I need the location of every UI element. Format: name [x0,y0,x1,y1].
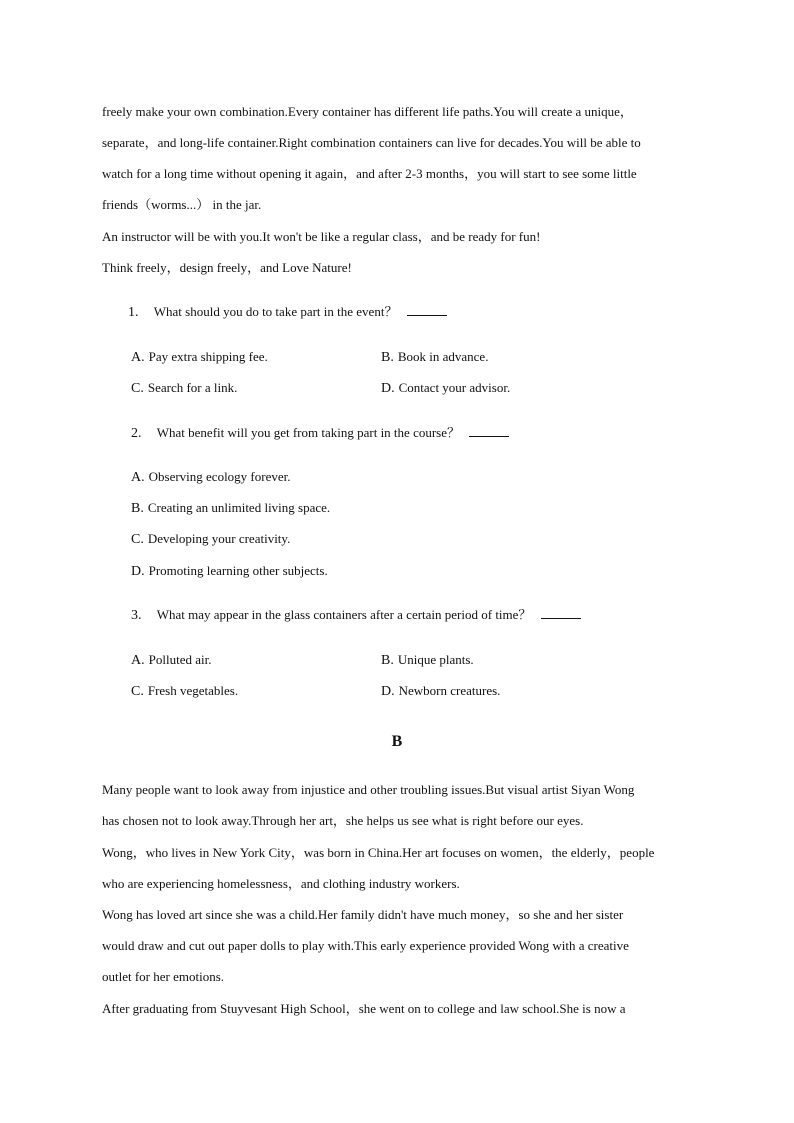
option-letter: C. [131,381,144,396]
q1-option-c [131,380,237,397]
passage-a-line-2: separate，and long-life container.Right combination containers can live for decades.You will be able to [102,135,641,150]
passage-a-line-6: Think freely，design freely，and Love Nature! [102,260,352,275]
passage-a-line-1: freely make your own combination.Every container has different life paths.You will create a unique， [102,104,633,119]
question-number: 2. [131,426,142,441]
passage-b-line-6: would draw and cut out paper dolls to play with.This early experience provided Wong with a creative [102,938,629,953]
option-text: Pay extra shipping fee. [148,349,268,364]
option-letter: A. [131,470,145,485]
answer-blank [469,426,509,437]
question-3 [131,607,581,624]
option-text: Creating an unlimited living space. [147,500,331,515]
option-letter: D. [381,684,395,699]
passage-b-line-5: Wong has loved art since she was a child.Her family didn't have much money，so she and her sister [102,907,624,922]
passage-b-line-7: outlet for her emotions. [102,969,225,984]
q2-option-b [131,500,330,517]
passage-b-line-1: Many people want to look away from injustice and other troubling issues.But visual artist Siyan Wong [102,782,635,797]
question-number: 3. [131,608,142,623]
option-text: Promoting learning other subjects. [148,563,328,578]
passage-a-line-3: watch for a long time without opening it again，and after 2-3 months，you will start to see some little [102,166,637,181]
option-letter: B. [131,501,144,516]
option-text: Fresh vegetables. [147,683,239,698]
question-text: What should you do to take part in the event？ [153,304,398,319]
answer-blank [407,305,447,316]
option-text: Unique plants. [397,652,474,667]
question-2 [131,425,509,442]
question-text: What may appear in the glass containers after a certain period of time？ [156,607,532,622]
option-letter: A. [131,653,145,668]
q3-option-d [381,683,500,700]
passage-a-line-4: friends（worms...） in the jar. [102,197,262,212]
q2-option-c [131,531,290,548]
question-1 [128,304,447,321]
passage-b-line-2: has chosen not to look away.Through her art，she helps us see what is right before our eyes. [102,813,584,828]
option-text: Book in advance. [397,349,489,364]
q3-option-b [381,652,474,669]
passage-b-line-8: After graduating from Stuyvesant High School，she went on to college and law school.She is now a [102,1001,626,1016]
option-text: Polluted air. [148,652,212,667]
option-letter: C. [131,684,144,699]
q2-option-a [131,469,291,486]
question-text: What benefit will you get from taking part in the course？ [156,425,460,440]
q1-option-d [381,380,510,397]
q3-option-a [131,652,211,669]
option-text: Search for a link. [147,380,238,395]
option-letter: B. [381,350,394,365]
option-letter: D. [131,564,145,579]
option-text: Newborn creatures. [398,683,501,698]
option-letter: D. [381,381,395,396]
q1-option-b [381,349,488,366]
option-text: Observing ecology forever. [148,469,291,484]
option-letter: C. [131,532,144,547]
section-b-title: B [391,733,403,750]
question-number: 1. [128,305,139,320]
option-letter: A. [131,350,145,365]
passage-a-line-5: An instructor will be with you.It won't be like a regular class，and be ready for fun! [102,229,541,244]
option-text: Developing your creativity. [147,531,291,546]
option-text: Contact your advisor. [398,380,511,395]
passage-b-line-3: Wong，who lives in New York City，was born in China.Her art focuses on women，the elderly，people [102,845,655,860]
answer-blank [541,608,581,619]
q2-option-d [131,563,328,580]
passage-b-line-4: who are experiencing homelessness，and clothing industry workers. [102,876,460,891]
q3-option-c [131,683,238,700]
q1-option-a [131,349,268,366]
option-letter: B. [381,653,394,668]
